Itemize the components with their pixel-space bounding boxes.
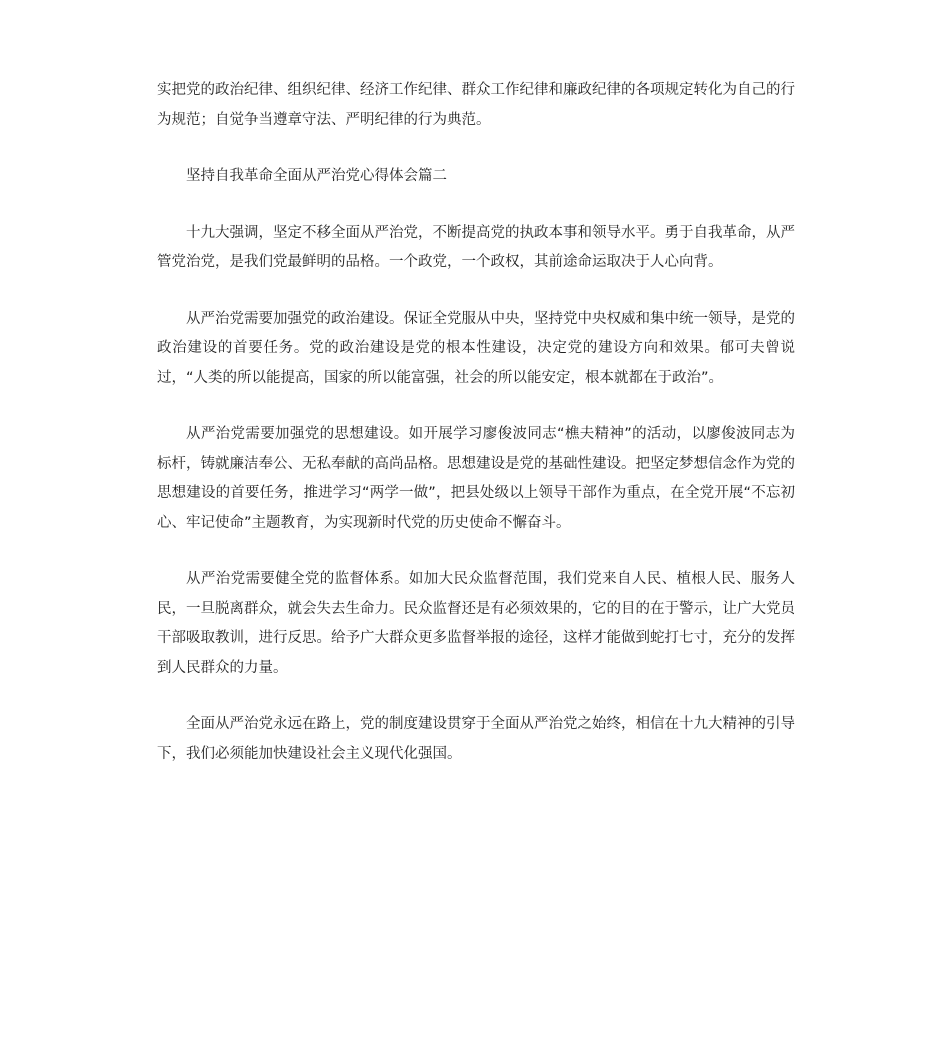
paragraph-political-construction: 从严治党需要加强党的政治建设。保证全党服从中央，坚持党中央权威和集中统一领导，是党的政治建设的首要任务。党的政治建设是党的根本性建设，决定党的建设方向和效果。郁可夫曾说过，“人类的所以能提高，国家的所以能富强，社会的所以能安定，根本就都在于政治”。 xyxy=(157,310,795,386)
paragraph-ideological-construction: 从严治党需要加强党的思想建设。如开展学习廖俊波同志“樵夫精神”的活动，以廖俊波同志为标杆，铸就廉洁奉公、无私奉献的高尚品格。思想建设是党的基础性建设。把坚定梦想信念作为党的思想建设的首要任务，推进学习“两学一做”，把县处级以上领导干部作为重点，在全党开展“不忘初心、牢记使命”主题教育，为实现新时代党的历史使命不懈奋斗。 xyxy=(157,426,795,531)
section-heading: 坚持自我革命全面从严治党心得体会篇二 xyxy=(186,168,447,184)
paragraph-supervision-system: 从严治党需要健全党的监督体系。如加大民众监督范围，我们党来自人民、植根人民、服务人民，一旦脱离群众，就会失去生命力。民众监督还是有必须效果的，它的目的在于警示，让广大党员干部吸取教训，进行反思。给予广大群众更多监督举报的途径，这样才能做到蛇打七寸，充分的发挥到人民群众的力量。 xyxy=(157,571,795,676)
paragraph-conclusion: 全面从严治党永远在路上，党的制度建设贯穿于全面从严治党之始终，相信在十九大精神的引导下，我们必须能加快建设社会主义现代化强国。 xyxy=(157,716,795,762)
document-body xyxy=(157,76,795,796)
paragraph-intro: 十九大强调，坚定不移全面从严治党，不断提高党的执政本事和领导水平。勇于自我革命，从严管党治党，是我们党最鲜明的品格。一个政党，一个政权，其前途命运取决于人心向背。 xyxy=(157,224,795,270)
paragraph-continuation: 实把党的政治纪律、组织纪律、经济工作纪律、群众工作纪律和廉政纪律的各项规定转化为自己的行为规范；自觉争当遵章守法、严明纪律的行为典范。 xyxy=(157,82,795,128)
